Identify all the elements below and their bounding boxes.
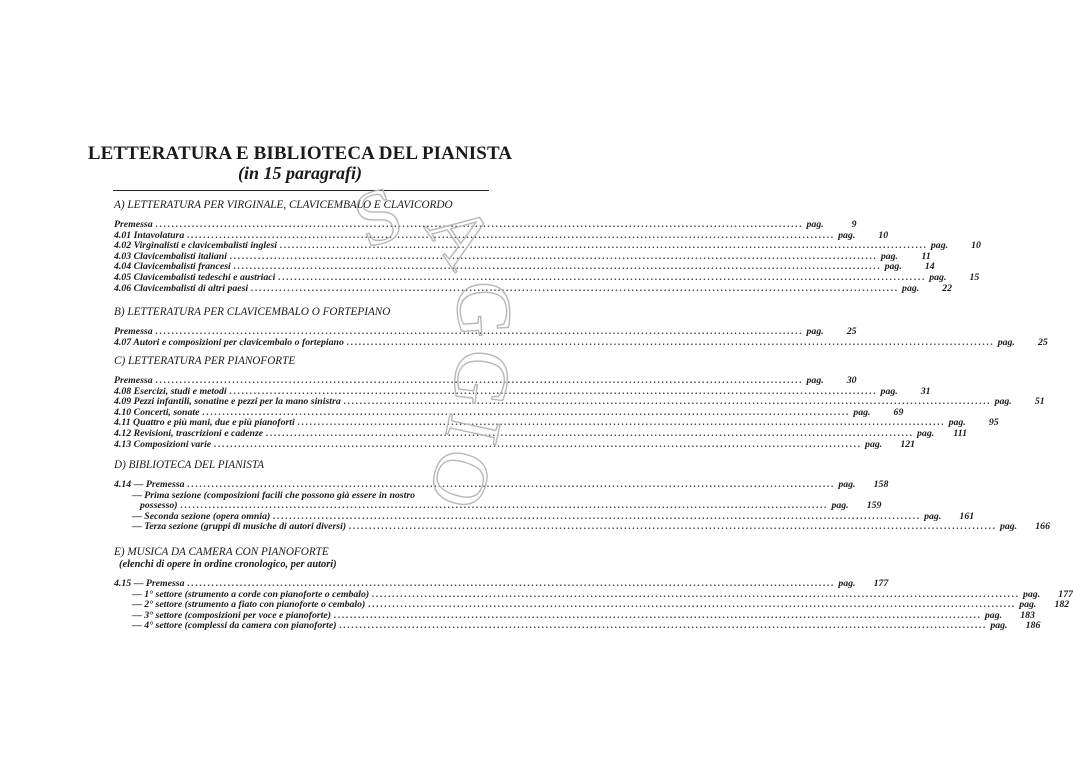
- page-abbrev: pag.: [997, 336, 1015, 348]
- page-number: 14: [924, 261, 935, 273]
- section-heading: C) LETTERATURA PER PIANOFORTE: [114, 355, 296, 367]
- page-number: 22: [942, 282, 953, 294]
- page-subtitle: (in 15 paragrafi): [237, 163, 362, 183]
- dot-leader: ................................................................................................................................................................: [280, 240, 928, 252]
- dot-leader: ................................................................................................................................................................: [251, 282, 900, 294]
- section-heading: B) LETTERATURA PER CLAVICEMBALO O FORTEPIANO: [114, 306, 391, 318]
- dot-leader: ................................................................................................................................................................: [343, 396, 992, 408]
- toc-entry-label: 4.05 Clavicembalisti tedeschi e austriaci: [114, 271, 276, 283]
- page-number: 186: [1025, 620, 1041, 632]
- dot-leader: ................................................................................................................................................................: [266, 427, 915, 439]
- toc-entry: [114, 326, 857, 338]
- page-abbrev: pag.: [884, 261, 902, 273]
- dot-leader: ................................................................................................................................................................: [229, 385, 878, 397]
- page-number: 166: [1035, 521, 1050, 533]
- page-number: 182: [1054, 599, 1070, 611]
- toc-entry: [114, 271, 980, 284]
- toc-entry: [114, 427, 968, 440]
- dot-leader: ................................................................................................................................................................: [187, 578, 836, 589]
- page-abbrev: pag.: [917, 427, 935, 439]
- page-abbrev: pag.: [924, 510, 942, 522]
- section-heading: E) MUSICA DA CAMERA CON PIANOFORTE: [114, 546, 329, 558]
- page-abbrev: pag.: [948, 417, 966, 429]
- section-subheading: (elenchi di opere in ordine cronologico, per autori): [119, 559, 337, 570]
- toc-entry-label: — 1° settore (strumento a corde con pianoforte o cembalo): [132, 588, 370, 600]
- toc-list: [114, 326, 1048, 348]
- page-abbrev: pag.: [880, 385, 898, 397]
- toc-entry: [114, 620, 1041, 632]
- dot-leader: ................................................................................................................................................................: [372, 588, 1020, 600]
- toc-entry-label: 4.07 Autori e composizioni per clavicembalo o fortepiano: [114, 336, 344, 348]
- toc-list: [114, 219, 981, 294]
- toc-entry-label: 4.13 Composizioni varie: [114, 438, 212, 450]
- section-c: [114, 355, 1045, 450]
- page-abbrev: pag.: [838, 578, 856, 589]
- page-abbrev: pag.: [865, 438, 883, 450]
- dot-leader: ................................................................................................................................................................: [346, 336, 995, 348]
- dot-leader: ................................................................................................................................................................: [187, 229, 836, 241]
- title-rule: [113, 190, 489, 191]
- toc-entry-label: 4.12 Revisioni, trascrizioni e cadenze: [114, 427, 264, 439]
- dot-leader: ................................................................................................................................................................: [334, 609, 982, 621]
- section-b: [114, 306, 1048, 348]
- toc-entry: [114, 438, 916, 451]
- dot-leader: ................................................................................................................................................................: [202, 406, 851, 418]
- dot-leader: ................................................................................................................................................................: [155, 326, 804, 337]
- page-number: 25: [846, 326, 857, 337]
- page-number: 158: [873, 479, 889, 490]
- section-heading: D) BIBLIOTECA DEL PIANISTA: [114, 459, 265, 471]
- toc-entry-label: 4.10 Concerti, sonate: [114, 406, 200, 418]
- dot-leader: ................................................................................................................................................................: [349, 521, 997, 533]
- dot-leader: ................................................................................................................................................................: [339, 620, 988, 632]
- toc-entry-label: — 4° settore (complessi da camera con pianoforte): [132, 620, 337, 632]
- page-number: 31: [920, 385, 931, 397]
- toc-list: [114, 375, 1045, 450]
- toc-list: [114, 479, 1050, 533]
- toc-entry: [114, 336, 1048, 349]
- toc-entry: [114, 479, 889, 491]
- page-abbrev: pag.: [902, 282, 920, 294]
- dot-leader: ................................................................................................................................................................: [273, 510, 922, 522]
- page-number: 51: [1034, 396, 1045, 408]
- page-number: 121: [900, 438, 916, 450]
- page-number: 159: [866, 500, 882, 512]
- toc-entry-label: 4.02 Virginalisti e clavicembalisti inglesi: [114, 240, 278, 252]
- page-number: 11: [921, 250, 931, 262]
- page-abbrev: pag.: [838, 479, 856, 490]
- dot-leader: ................................................................................................................................................................: [233, 261, 882, 273]
- page-number: 183: [1020, 609, 1035, 621]
- page-abbrev: pag.: [806, 326, 824, 337]
- page-abbrev: pag.: [984, 609, 1003, 621]
- toc-entry-label: Premessa: [114, 219, 153, 230]
- page-abbrev: pag.: [838, 229, 856, 241]
- page-abbrev: pag.: [930, 240, 949, 252]
- page-number: 95: [988, 417, 999, 429]
- dot-leader: ................................................................................................................................................................: [187, 479, 836, 490]
- dot-leader: ................................................................................................................................................................: [155, 375, 804, 386]
- page-number: 9: [851, 219, 857, 230]
- dot-leader: ................................................................................................................................................................: [278, 271, 927, 283]
- dot-leader: ................................................................................................................................................................: [229, 250, 878, 262]
- toc-entry-label: — 2° settore (strumento a fiato con pianoforte o cembalo): [132, 599, 366, 611]
- page-number: 111: [953, 427, 968, 439]
- toc-entry-label: — Seconda sezione (opera omnia): [132, 510, 271, 522]
- toc-entry-label: Premessa: [114, 375, 153, 386]
- toc-entry-label: 4.11 Quattro e più mani, due e più pianoforti: [114, 417, 295, 429]
- page-number: 15: [969, 271, 980, 283]
- section-heading: A) LETTERATURA PER VIRGINALE, CLAVICEMBALO E CLAVICORDO: [114, 199, 453, 211]
- page-abbrev: pag.: [806, 219, 824, 230]
- page-abbrev: pag.: [1023, 588, 1041, 600]
- dot-leader: ................................................................................................................................................................: [214, 438, 863, 450]
- toc-entry-label: 4.04 Clavicembalisti francesi: [114, 261, 231, 273]
- section-e: [114, 546, 1073, 632]
- page-number: 69: [893, 406, 904, 418]
- toc-entry-label: — 3° settore (composizioni per voce e pianoforte): [132, 609, 332, 621]
- toc-entry-label: 4.15 — Premessa: [114, 578, 185, 589]
- toc-entry: [114, 282, 953, 295]
- page-abbrev: pag.: [929, 271, 947, 283]
- page-number: 177: [873, 578, 889, 589]
- toc-entry-label: 4.06 Clavicembalisti di altri paesi: [114, 282, 249, 294]
- page-abbrev: pag.: [990, 620, 1008, 632]
- toc-entry: [114, 219, 857, 231]
- toc-entry-label: — Terza sezione (gruppi di musiche di autori diversi): [132, 521, 347, 533]
- page-abbrev: pag.: [831, 500, 849, 512]
- page-abbrev: pag.: [999, 521, 1018, 533]
- toc-entry: [114, 578, 889, 590]
- toc-entry-label: 4.08 Esercizi, studi e metodi: [114, 385, 227, 397]
- toc-entry-label: 4.01 Intavolatura: [114, 229, 185, 241]
- toc-entry-label: possesso): [140, 500, 178, 512]
- page-abbrev: pag.: [880, 250, 898, 262]
- page-number: 10: [878, 229, 889, 241]
- dot-leader: ................................................................................................................................................................: [297, 417, 946, 429]
- watermark-text: SAGGIO: [342, 165, 531, 527]
- toc-entry-label: 4.09 Pezzi infantili, sonatine e pezzi per la mano sinistra: [114, 396, 341, 408]
- section-a: [114, 199, 981, 294]
- page-abbrev: pag.: [853, 406, 871, 418]
- toc-entry-label: 4.14 — Premessa: [114, 479, 185, 490]
- page-number: 30: [846, 375, 857, 386]
- toc-entry-label: — Prima sezione (composizioni facili che possono già essere in nostro: [132, 489, 416, 501]
- toc-list: [114, 578, 1073, 632]
- page-number: 10: [971, 240, 981, 252]
- page-title: LETTERATURA E BIBLIOTECA DEL PIANISTA: [87, 143, 513, 164]
- toc-entry-label: 4.03 Clavicembalisti italiani: [114, 250, 227, 262]
- dot-leader: ................................................................................................................................................................: [155, 219, 804, 230]
- dot-leader: ................................................................................................................................................................: [368, 599, 1017, 611]
- toc-entry: [114, 375, 857, 387]
- page-number: 161: [959, 510, 975, 522]
- page-abbrev: pag.: [994, 396, 1012, 408]
- section-d: [114, 459, 1050, 533]
- page-abbrev: pag.: [806, 375, 824, 386]
- toc-entry-label: Premessa: [114, 326, 153, 337]
- page-number: 177: [1058, 588, 1073, 600]
- toc-entry: [114, 521, 1050, 533]
- page-abbrev: pag.: [1019, 599, 1037, 611]
- dot-leader: ................................................................................................................................................................: [180, 500, 829, 512]
- page-number: 25: [1037, 336, 1048, 348]
